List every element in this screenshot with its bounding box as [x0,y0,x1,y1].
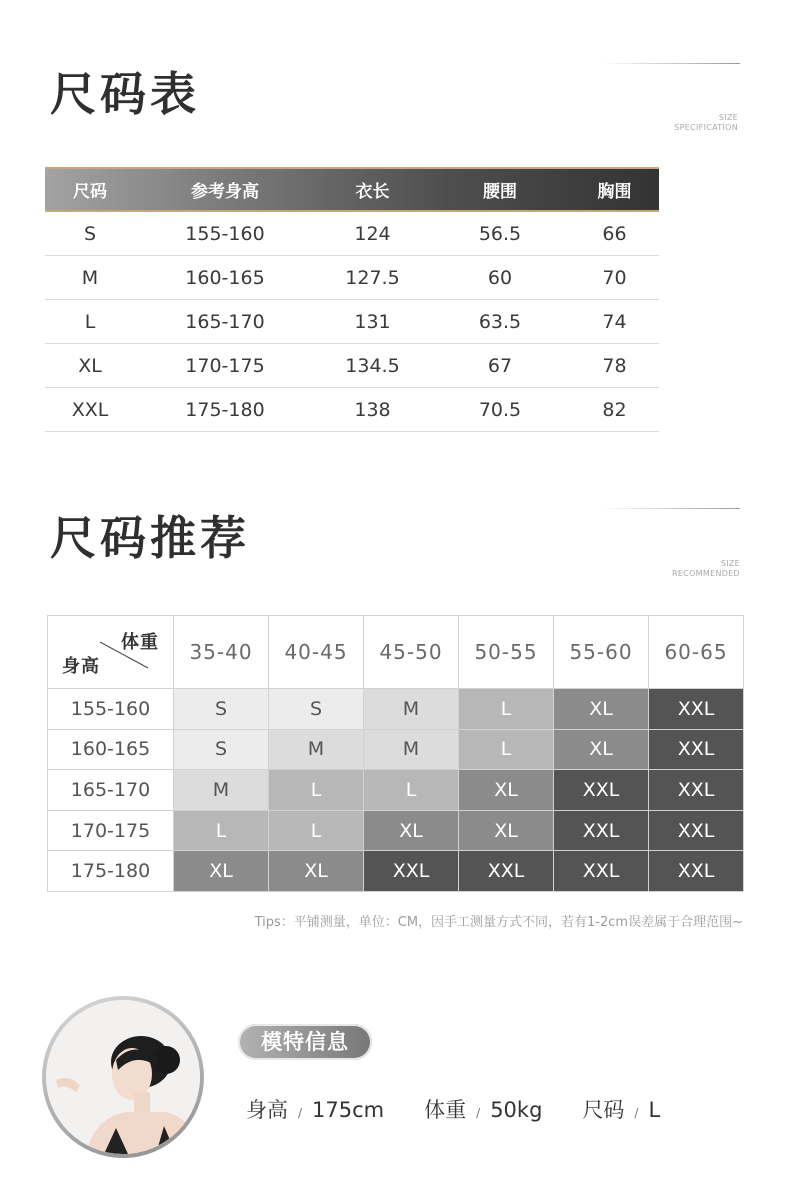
recommend-size-cell: L [174,810,269,851]
recommend-row [48,810,744,851]
recommend-size-cell: L [459,689,554,730]
spec-header-height: 参考身高 [191,182,259,202]
recommend-size-cell: XXL [554,770,649,811]
recommend-size-cell: XXL [649,851,744,892]
recommend-size-cell: XXL [649,729,744,770]
spec-cell-height: 170-175 [185,354,265,377]
recommend-size-cell: S [269,689,364,730]
recommend-subtitle-line2: RECOMMENDED [671,569,740,578]
spec-cell-length: 138 [354,398,391,421]
weight-header: 45-50 [364,616,459,689]
spec-cell-size: S [83,222,97,245]
recommend-size-cell: XXL [364,851,459,892]
recommend-size-cell: XL [554,689,649,730]
spec-row [45,256,659,300]
spec-cell-height: 165-170 [185,310,265,333]
recommend-height-label: 155-160 [48,689,174,730]
recommend-subtitle-line1: SIZE [720,559,740,568]
spec-cell-size: M [81,266,99,289]
size-spec-body [45,212,659,432]
spec-header-bust: 胸围 [597,182,632,202]
recommend-size-cell: M [269,729,364,770]
corner-height-label: 身高 [62,656,100,677]
weight-header: 35-40 [174,616,269,689]
recommend-size-cell: S [174,729,269,770]
recommend-title: 尺码推荐 [50,511,250,565]
recommend-subtitle [672,559,740,579]
spec-cell-size: XL [78,354,102,377]
spec-cell-length: 131 [354,310,391,333]
model-info-row [246,1094,700,1124]
recommend-size-cell: XL [459,770,554,811]
spec-cell-size: XXL [71,398,109,421]
recommend-size-cell: XXL [554,810,649,851]
spec-cell-length: 127.5 [345,266,400,289]
recommend-size-cell: L [459,729,554,770]
recommend-row [48,729,744,770]
model-weight-value: 50kg [490,1098,543,1122]
recommend-size-cell: L [269,770,364,811]
spec-cell-waist: 56.5 [478,222,522,245]
spec-row [45,300,659,344]
spec-row [45,344,659,388]
recommend-size-cell: XXL [649,770,744,811]
size-recommend-table [47,615,744,892]
spec-cell-waist: 60 [487,266,513,289]
spec-subtitle [674,113,738,133]
spec-cell-height: 155-160 [185,222,265,245]
spec-cell-size: L [84,310,96,333]
recommend-row [48,851,744,892]
spec-cell-length: 124 [354,222,391,245]
recommend-size-cell: XL [174,851,269,892]
model-height-value: 175cm [312,1098,385,1122]
weight-header: 55-60 [554,616,649,689]
measurement-tips: Tips：平铺测量，单位：CM，因手工测量方式不同，若有1-2cm误差属于合理范围~ [254,915,743,930]
recommend-size-cell: M [364,729,459,770]
recommend-corner-cell [48,616,174,689]
weight-header: 60-65 [649,616,744,689]
recommend-deco-line [600,508,740,509]
model-info-badge: 模特信息 [238,1024,372,1060]
model-size-label: 尺码 [582,1098,625,1122]
spec-deco-line [600,63,740,64]
spec-cell-height: 175-180 [185,398,265,421]
spec-row [45,212,659,256]
spec-cell-height: 160-165 [185,266,265,289]
recommend-size-cell: XXL [649,810,744,851]
weight-header: 40-45 [269,616,364,689]
separator: / [476,1106,481,1120]
model-avatar-ring [42,996,204,1158]
size-spec-table [45,167,659,432]
spec-cell-waist: 67 [487,354,513,377]
separator: / [634,1106,639,1120]
recommend-height-label: 175-180 [48,851,174,892]
spec-cell-bust: 82 [602,398,627,421]
spec-header-length: 衣长 [355,182,390,202]
model-portrait [46,1000,200,1154]
spec-cell-bust: 74 [602,310,627,333]
recommend-size-cell: XXL [649,689,744,730]
spec-cell-waist: 70.5 [478,398,522,421]
corner-weight-label: 体重 [121,632,159,653]
spec-title: 尺码表 [50,67,200,121]
spec-row [45,388,659,432]
recommend-height-label: 170-175 [48,810,174,851]
spec-cell-bust: 70 [602,266,627,289]
model-size-value: L [648,1098,661,1122]
recommend-header-row [48,616,744,689]
recommend-row [48,689,744,730]
recommend-row [48,770,744,811]
recommend-size-cell: L [364,770,459,811]
recommend-size-cell: XXL [554,851,649,892]
spec-subtitle-line1: SIZE [718,113,738,122]
recommend-size-cell: S [174,689,269,730]
spec-cell-bust: 78 [602,354,627,377]
weight-header: 50-55 [459,616,554,689]
spec-cell-waist: 63.5 [478,310,522,333]
recommend-size-cell: XL [364,810,459,851]
spec-subtitle-line2: SPECIFICATION [674,123,738,132]
separator: / [298,1106,303,1120]
size-spec-header [45,167,659,212]
spec-cell-bust: 66 [602,222,627,245]
spec-header-size: 尺码 [73,182,107,202]
spec-header-waist: 腰围 [483,182,517,202]
recommend-size-cell: XXL [459,851,554,892]
recommend-size-cell: XL [554,729,649,770]
model-avatar [46,1000,200,1154]
recommend-size-cell: L [269,810,364,851]
recommend-size-cell: XL [459,810,554,851]
recommend-size-cell: M [174,770,269,811]
model-weight-label: 体重 [424,1098,467,1122]
spec-cell-length: 134.5 [345,354,400,377]
recommend-size-cell: XL [269,851,364,892]
recommend-size-cell: M [364,689,459,730]
model-height-label: 身高 [246,1098,288,1122]
recommend-height-label: 160-165 [48,729,174,770]
recommend-height-label: 165-170 [48,770,174,811]
